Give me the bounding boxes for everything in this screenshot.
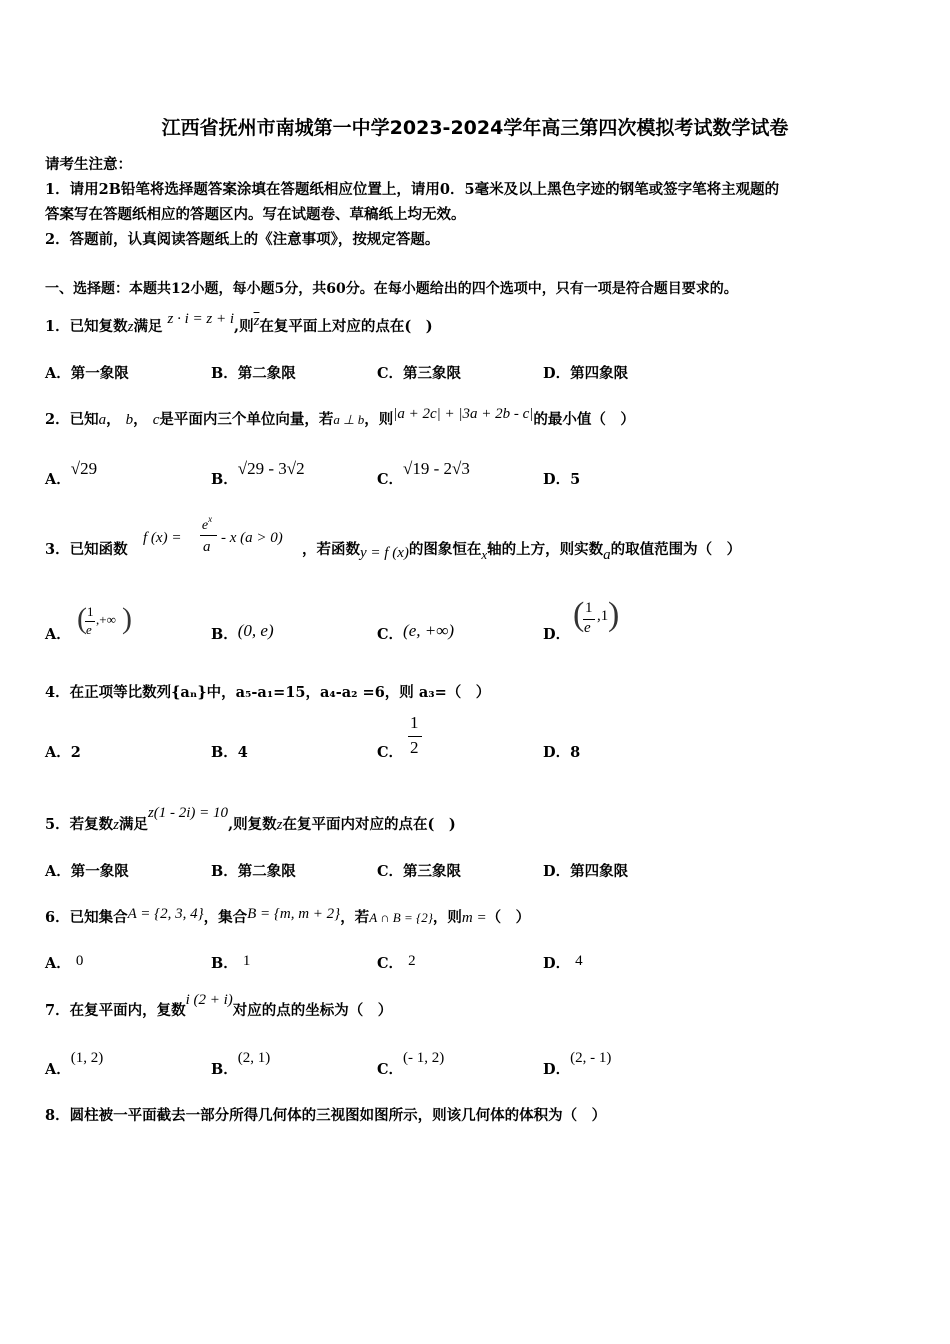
q3-yfx: y = f (x) bbox=[360, 545, 409, 561]
question-4: 4．在正项等比数列{aₙ}中，a₅-a₁=15，a₄-a₂ =6，则 a₃=（ ） bbox=[45, 684, 491, 701]
q4-option-c-label: C． bbox=[377, 744, 404, 761]
question-3-rest bbox=[302, 538, 742, 563]
q6-mid2: ，若 bbox=[340, 909, 370, 926]
q4-option-c: 1 2 bbox=[408, 713, 424, 759]
question-2: 2．已知a， b， c是平面内三个单位向量，若a ⊥ b，则|a + 2c| + |3a + 2b - c|的最小值（ ） bbox=[45, 406, 635, 428]
q2-option-b: B．√29 - 3√2 bbox=[211, 459, 305, 488]
page-title: 江西省抚州市南城第一中学2023-2024学年高三第四次模拟考试数学试卷 bbox=[161, 117, 789, 139]
notice-line-1b: 答案写在答题纸相应的答题区内。写在试题卷、草稿纸上均无效。 bbox=[45, 206, 466, 223]
q6-mid: ，集合 bbox=[203, 909, 248, 926]
q6-option-c: C． 2 bbox=[377, 953, 416, 972]
q5-prefix: 5．若复数 bbox=[45, 816, 114, 833]
q3-mid2: 的图象恒在 bbox=[408, 541, 482, 558]
q7-option-a: A．(1, 2) bbox=[45, 1050, 104, 1078]
q2-vec-a: a bbox=[98, 412, 107, 428]
q1-suffix: 在复平面上对应的点在( ) bbox=[259, 318, 433, 335]
section-header: 一、选择题：本题共12小题，每小题5分，共60分。在每小题给出的四个选项中，只有一项是符合题目要求的。 bbox=[45, 281, 738, 297]
q4-option-d: D．8 bbox=[543, 744, 581, 761]
q2-suffix: 的最小值（ ） bbox=[533, 411, 635, 428]
q6-option-b: B． 1 bbox=[211, 953, 251, 972]
q5-mid2: ,则复数 bbox=[228, 816, 277, 833]
q1-option-b: B．第二象限 bbox=[211, 365, 296, 382]
q3-frac: $e^x$ bbox=[201, 514, 213, 533]
notice-line-1: 1．请用2B铅笔将选择题答案涂填在答题纸相应位置上，请用0．5毫米及以上黑色字迹的钢笔或签字笔将主观题的 bbox=[45, 181, 780, 198]
q1-option-c: C．第三象限 bbox=[377, 365, 462, 382]
q7-option-c: C．(- 1, 2) bbox=[377, 1050, 445, 1078]
q3-frac-den: a bbox=[203, 539, 211, 555]
q7-option-b: B．(2, 1) bbox=[211, 1050, 271, 1078]
q6-cond: A ∩ B = {2} bbox=[369, 910, 433, 925]
q3-option-d-label: D． bbox=[543, 626, 571, 643]
q2-vec-b: b bbox=[125, 412, 134, 428]
q6-m: m = bbox=[461, 910, 487, 926]
q1-option-a: A．第一象限 bbox=[45, 365, 129, 382]
q2-mid: 是平面内三个单位向量，若 bbox=[159, 411, 334, 428]
q5-option-a: A．第一象限 bbox=[45, 863, 129, 880]
q4-option-b: B．4 bbox=[211, 744, 248, 761]
q3-frac-bar bbox=[200, 535, 217, 536]
q5-formula: z(1 - 2i) = 10 bbox=[147, 805, 229, 821]
q5-suffix: 在复平面内对应的点在( ) bbox=[282, 816, 456, 833]
q3-func-lhs: f (x) = bbox=[143, 530, 182, 546]
q2-prefix: 2．已知 bbox=[45, 411, 99, 428]
q5-option-b: B．第二象限 bbox=[211, 863, 296, 880]
q6-option-d: D． 4 bbox=[543, 953, 583, 972]
q3-prefix: 3．已知函数 bbox=[45, 541, 128, 558]
q6-set-a: A = {2, 3, 4} bbox=[127, 906, 204, 922]
q2-option-c: C．√19 - 2√3 bbox=[377, 459, 470, 488]
q2-mid2: ，则 bbox=[364, 411, 394, 428]
q6-prefix: 6．已知集合 bbox=[45, 909, 128, 926]
q7-suffix: 对应的点的坐标为（ ） bbox=[232, 1002, 393, 1019]
q2-vec-c: c bbox=[152, 412, 160, 428]
question-1 bbox=[45, 311, 433, 336]
q6-set-b: B = {m, m + 2} bbox=[247, 906, 341, 922]
question-7 bbox=[45, 992, 393, 1020]
q1-option-d: D．第四象限 bbox=[543, 365, 629, 382]
notice-heading: 请考生注意： bbox=[45, 156, 132, 173]
q2-cond: a ⊥ b bbox=[333, 412, 365, 427]
q5-var-2: z bbox=[276, 817, 283, 833]
q6-mid3: ，则 bbox=[432, 909, 462, 926]
q3-suffix: 的取值范围为（ ） bbox=[610, 541, 742, 558]
q3-a: a bbox=[603, 547, 611, 563]
q3-mid3: 轴的上方，则实数 bbox=[487, 541, 604, 558]
q1-mid: 满足 bbox=[133, 318, 163, 335]
question-3 bbox=[45, 538, 128, 559]
q3-mid: ，若函数 bbox=[302, 541, 360, 558]
q7-option-d: D．(2, - 1) bbox=[543, 1050, 612, 1078]
q3-option-b: B．(0, e) bbox=[211, 621, 274, 643]
q5-option-d: D．第四象限 bbox=[543, 863, 629, 880]
notice-line-2: 2．答题前，认真阅读答题纸上的《注意事项》，按规定答题。 bbox=[45, 231, 440, 248]
q1-mid2: ,则 bbox=[234, 318, 254, 335]
q3-option-a: ( 1 e ,+∞ ) bbox=[77, 602, 132, 637]
q3-option-d: ( 1 e ,1 ) bbox=[573, 596, 620, 636]
q1-var: z bbox=[127, 319, 134, 335]
q7-prefix: 7．在复平面内，复数 bbox=[45, 1002, 186, 1019]
q3-func-tail: - x (a > 0) bbox=[221, 530, 283, 546]
question-8: 8．圆柱被一平面截去一部分所得几何体的三视图如图所示，则该几何体的体积为（ ） bbox=[45, 1107, 607, 1124]
q5-var: z bbox=[113, 817, 119, 833]
q3-option-c: C．(e, +∞) bbox=[377, 621, 455, 643]
q1-formula: z · i = z + i bbox=[167, 311, 235, 327]
q3-option-a-label: A． bbox=[45, 626, 71, 643]
q6-suffix: （ ） bbox=[486, 909, 531, 926]
q5-option-c: C．第三象限 bbox=[377, 863, 462, 880]
q3-x: x bbox=[481, 547, 488, 562]
q4-option-a: A．2 bbox=[45, 744, 81, 761]
q1-prefix: 1．已知复数 bbox=[45, 318, 128, 335]
q2-option-a: A．√29 bbox=[45, 459, 98, 488]
q2-expr: |a + 2c| + |3a + 2b - c| bbox=[393, 406, 534, 422]
q7-formula: i (2 + i) bbox=[185, 992, 233, 1008]
q2-option-d: D．5 bbox=[543, 471, 581, 488]
q5-mid: 满足 bbox=[118, 816, 148, 833]
q1-zbar: $\overline{z}$ bbox=[253, 313, 260, 329]
question-5 bbox=[45, 805, 456, 834]
question-6 bbox=[45, 906, 530, 927]
q6-option-a: A． 0 bbox=[45, 953, 84, 972]
